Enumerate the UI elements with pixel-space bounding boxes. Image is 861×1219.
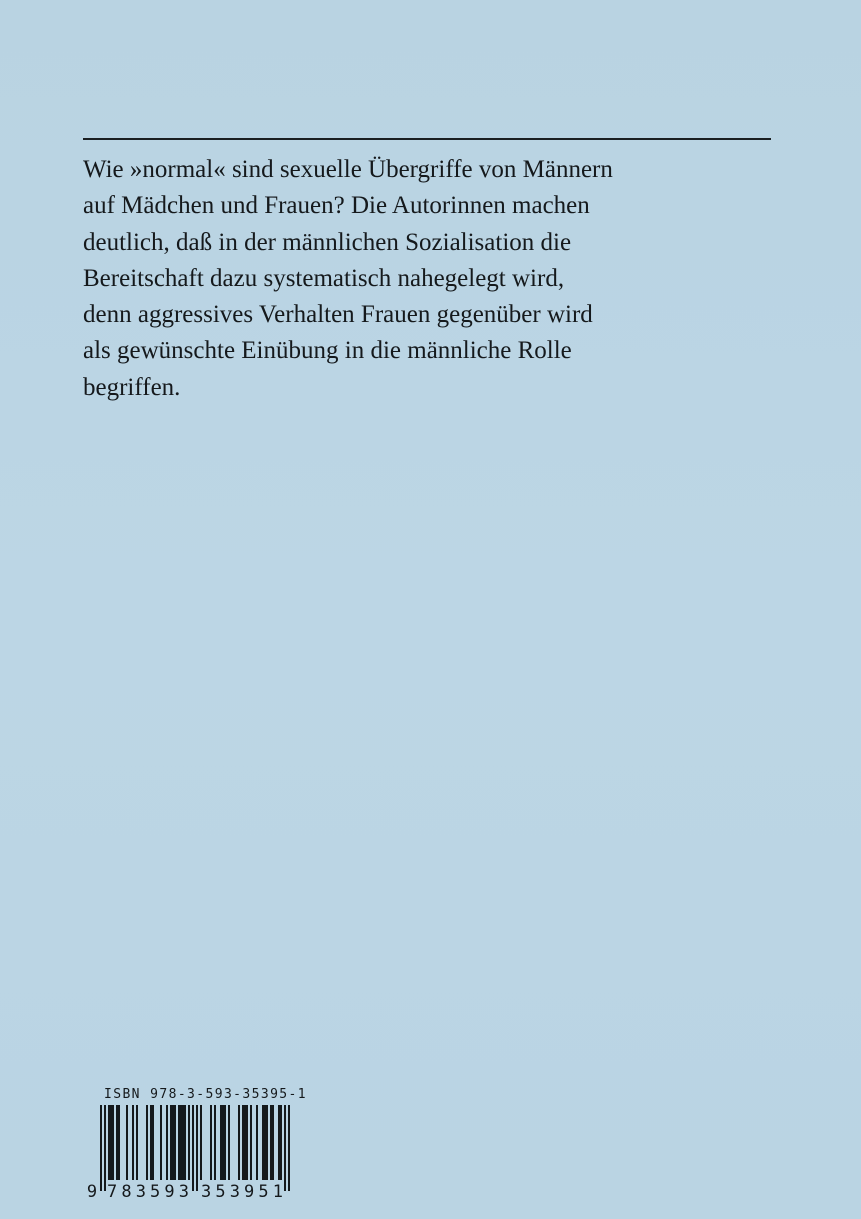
barcode-bar (182, 1105, 184, 1180)
top-divider-rule (83, 138, 771, 140)
barcode-bar (264, 1105, 266, 1180)
barcode-right-digits: 353951 (201, 1182, 283, 1201)
barcode-bar (222, 1105, 224, 1180)
barcode-bar (270, 1105, 272, 1180)
barcode-bar (238, 1105, 240, 1180)
barcode-bar (280, 1105, 282, 1180)
barcode-bar (178, 1105, 180, 1180)
barcode-bar (184, 1105, 186, 1180)
isbn-label: ISBN 978-3-593-35395-1 (104, 1087, 307, 1102)
barcode-bar (174, 1105, 176, 1180)
barcode-left-digits: 783593 (107, 1182, 189, 1201)
barcode-bar (132, 1105, 134, 1180)
cover-blurb: Wie »normal« sind sexuelle Übergriffe von Männern auf Mädchen und Frauen? Die Autorinnen machen deutlich, daß in der männlichen Sozialisation die Bereitschaft dazu systematisch nahegelegt wird, denn aggressives Verhalten Frauen gegenüber wird als gewünschte Einübung in die männliche Rolle begriffen. (83, 156, 613, 401)
barcode-bar (172, 1105, 174, 1180)
barcode-first-digit: 9 (86, 1182, 98, 1201)
barcode-bar (152, 1105, 154, 1180)
barcode-bar (200, 1105, 202, 1180)
barcode-bar (228, 1105, 230, 1180)
barcode-bar (170, 1105, 172, 1180)
barcode-bar (224, 1105, 226, 1180)
barcode-bar (116, 1105, 118, 1180)
barcode-bar (262, 1105, 264, 1180)
barcode-guard-bar (100, 1105, 102, 1191)
ean13-barcode (86, 1105, 298, 1201)
barcode-bar (160, 1105, 162, 1180)
barcode-bar (242, 1105, 244, 1180)
barcode-bar (266, 1105, 268, 1180)
barcode-bar (108, 1105, 110, 1180)
barcode-bar (136, 1105, 138, 1180)
barcode-bar (272, 1105, 274, 1180)
barcode-guard-bar (288, 1105, 290, 1191)
barcode-bar (188, 1105, 190, 1180)
barcode-bar (146, 1105, 148, 1180)
barcode-bar (118, 1105, 120, 1180)
barcode-bar (180, 1105, 182, 1180)
barcode-guard-bar (192, 1105, 194, 1191)
barcode-guard-bar (196, 1105, 198, 1191)
barcode-bar (112, 1105, 114, 1180)
barcode-guard-bar (104, 1105, 106, 1191)
barcode-bar (220, 1105, 222, 1180)
barcode-bar (150, 1105, 152, 1180)
barcode-bar (210, 1105, 212, 1180)
barcode-bar (166, 1105, 168, 1180)
barcode-bar (256, 1105, 258, 1180)
barcode-bar (110, 1105, 112, 1180)
barcode-bar (246, 1105, 248, 1180)
barcode-bar (278, 1105, 280, 1180)
barcode-graphic (86, 1105, 298, 1201)
barcode-bar (214, 1105, 216, 1180)
barcode-guard-bar (284, 1105, 286, 1191)
barcode-bar (126, 1105, 128, 1180)
barcode-bar (244, 1105, 246, 1180)
barcode-bar (250, 1105, 252, 1180)
